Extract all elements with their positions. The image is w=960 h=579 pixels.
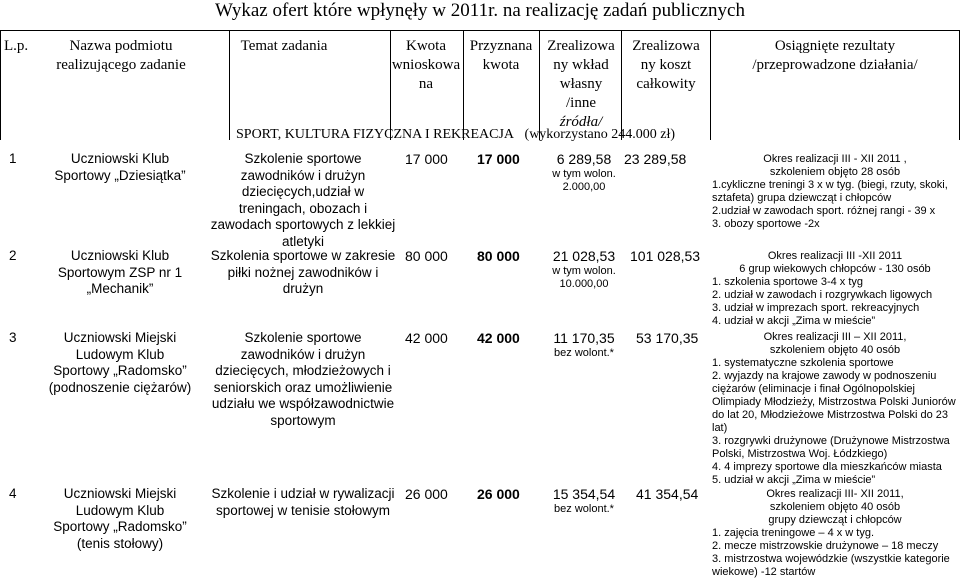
row-3-total: 53 170,35 [636, 330, 699, 346]
section-budget: (wykorzystano 244.000 zł) [524, 127, 675, 142]
row-4-results-line: 3. mistrzostwa wojewódzkie (wszystkie kategorie [712, 553, 950, 565]
row-3-task-line: zawodników i drużyn [240, 346, 366, 362]
row-1-task-line: atletyki [281, 233, 325, 249]
row-4-results-line: 1. zajęcia treningowe – 4 x w tyg. [712, 527, 875, 539]
row-2-entity-line: Uczniowski Klub [70, 248, 170, 263]
row-4-entity-line: Sportowy „Radomsko” [53, 519, 187, 534]
row-4-lp: 4 [9, 486, 17, 501]
row-3-entity-line: (podnoszenie ciężarów) [48, 379, 192, 395]
header-results-line: Osiągnięte rezultaty [774, 38, 896, 54]
row-3-results-line: ciężarów (eliminacje i finał Ogólnopolskiej [712, 383, 915, 395]
row-1-task-line: treningach, obozach i [238, 200, 368, 216]
header-entity [36, 37, 206, 75]
row-2-task-line: drużyn [282, 281, 324, 296]
row-1-entity-line: Sportowy „Dziesiątka” [54, 167, 186, 183]
row-4-results-line: grupy dziewcząt i chłopców [768, 514, 902, 526]
row-1-results-line: Okres realizacji III - XII 2011 , [763, 153, 907, 165]
row-3-entity-line: Uczniowski Miejski [63, 330, 177, 345]
row-1-results-line: 3. obozy sportowe -2x [712, 218, 820, 230]
row-4-task [208, 486, 398, 519]
header-requested [388, 37, 464, 94]
row-4-requested: 26 000 [405, 486, 448, 502]
row-4-entity-line: Uczniowski Miejski [63, 486, 177, 501]
row-1-entity [30, 151, 210, 184]
page-title: Wykaz ofert które wpłynęły w 2011r. na realizację zadań publicznych [215, 0, 745, 21]
row-3-results-line: lat) [712, 422, 728, 434]
row-1-entity-line: Uczniowski Klub [70, 151, 170, 166]
row-1-task-line: Szkolenie sportowe [244, 151, 362, 166]
row-3-own [539, 330, 629, 360]
row-1-own-amount: 6 289,58 [556, 151, 612, 167]
row-2-results-line: 6 grup wiekowych chłopców - 130 osób [739, 263, 931, 275]
row-4-own-note: bez wolont.* [554, 503, 614, 515]
row-3-results-line: 5. udział w akcji „Zima w mieście” [712, 474, 876, 486]
header-top-rule [0, 30, 960, 31]
header-results [712, 37, 958, 75]
row-4-results-line: wiekowe) -12 startów [712, 566, 816, 578]
row-2-results-line: Okres realizacji III -XII 2011 [767, 250, 903, 262]
row-1-granted: 17 000 [477, 151, 520, 167]
section-heading [236, 126, 675, 143]
section-name: SPORT, KULTURA FIZYCZNA I REKREACJA [236, 127, 515, 142]
row-3-results-line: 1. systematyczne szkolenia sportowe [712, 357, 894, 369]
row-3-task-line: sportowym [270, 412, 336, 428]
row-1-results-line: 1.cykliczne treningi 3 x w tyg. (biegi, rzuty, skoki, [712, 179, 948, 191]
row-3-results-line: Olimpiady Młodzieży, Mistrzostwa Polski Juniorów [712, 396, 956, 408]
row-2-task-line: Szkolenia sportowe w zakresie [210, 248, 396, 263]
row-1-results-line: 2.udział w zawodach sport. różnej rangi - 39 x [712, 205, 936, 217]
row-3-entity-line: Ludowym Klub [75, 346, 165, 362]
row-4-results-line: 2. mecze mistrzowskie drużynowe – 18 meczy [712, 540, 939, 552]
row-2-results [712, 250, 958, 328]
row-1-total: 23 289,58 [624, 151, 687, 167]
header-total-cost [622, 37, 710, 94]
row-1-task [208, 151, 398, 250]
row-4-task-line: Szkolenie i udział w rywalizacji [211, 486, 395, 501]
row-1-own-volunteer: 2.000,00 [562, 181, 606, 193]
header-entity-line: realizującego zadanie [56, 57, 186, 73]
row-1-own [539, 151, 629, 194]
header-entity-line: Nazwa podmiotu [69, 38, 173, 54]
row-3-entity-line: Sportowy „Radomsko” [53, 363, 187, 378]
row-1-requested: 17 000 [405, 151, 448, 167]
row-1-results-line: sztafeta) grupa dziewcząt i chłopców [712, 192, 892, 204]
row-4-entity-line: Ludowym Klub [75, 502, 165, 518]
row-2-entity-line: Sportowym ZSP nr 1 [57, 264, 183, 280]
header-task: Temat zadania [240, 38, 328, 54]
row-2-own [539, 248, 629, 291]
row-3-results-line: Polski, Mistrzostwa Woj. Łódzkiego) [712, 448, 888, 460]
header-requested-line: wnioskowa [391, 57, 461, 73]
row-3-results-line: 3. rozgrywki drużynowe (Drużynowe Mistrzostwa [712, 435, 950, 447]
header-total-line: Zrealizowa [632, 38, 700, 54]
header-lp: L.p. [4, 38, 29, 54]
row-4-own [539, 486, 629, 516]
row-3-results-line: Okres realizacji III – XII 2011, [763, 331, 907, 343]
row-2-own-volunteer: 10.000,00 [559, 278, 609, 290]
header-requested-line: Kwota [406, 38, 446, 54]
row-2-results-line: 3. udział w imprezach sport. rekreacyjnych [712, 302, 920, 314]
row-1-task-line: zawodników i drużyn [240, 167, 366, 183]
row-3-lp: 3 [9, 330, 17, 345]
row-2-total: 101 028,53 [630, 248, 701, 264]
header-border-left [0, 30, 1, 140]
header-total-line: ny koszt [640, 57, 692, 73]
row-2-entity [30, 248, 210, 298]
row-2-task-line: piłki nożnej zawodników i [227, 264, 379, 280]
header-results-line: /przeprowadzone działania/ [752, 57, 918, 73]
header-divider-total [710, 30, 711, 140]
header-granted-line: kwota [482, 57, 520, 73]
row-1-task-line: zawodach sportowych z lekkiej [210, 217, 396, 232]
header-divider-granted [539, 30, 540, 140]
row-1-results-line: szkoleniem objęto 28 osób [769, 166, 901, 178]
row-3-task-line: dziecięcych, młodzieżowych i [215, 363, 391, 378]
row-4-entity [30, 486, 210, 552]
row-4-total: 41 354,54 [636, 486, 699, 502]
row-1-lp: 1 [9, 151, 17, 166]
row-2-task [208, 248, 398, 298]
row-3-results [712, 331, 958, 487]
header-own-line: ny wkład [553, 57, 609, 73]
row-3-own-amount: 11 170,35 [553, 330, 615, 346]
header-granted-line: Przyznana [469, 38, 533, 54]
row-1-task-line: dziecięcych,udział w [241, 184, 365, 199]
row-3-task-line: seniorskich oraz umożliwienie [213, 379, 393, 395]
row-4-entity-line: (tenis stołowy) [76, 535, 164, 551]
row-3-results-line: 2. wyjazdy na krajowe zawody w podnoszeniu [712, 370, 937, 382]
row-3-task [208, 330, 398, 429]
header-own-line: źródła/ [559, 114, 603, 130]
row-2-requested: 80 000 [405, 248, 448, 264]
header-granted [464, 37, 538, 75]
row-2-results-line: 4. udział w akcji „Zima w mieście” [712, 315, 876, 327]
row-3-requested: 42 000 [405, 330, 448, 346]
row-3-results-line: do lat 20, Młodzieżowe Mistrzostwa Polski do 23 [712, 409, 948, 421]
header-own-line: własny [559, 76, 603, 92]
row-4-own-amount: 15 354,54 [552, 486, 616, 502]
row-2-results-line: 1. szkolenia sportowe 3-4 x tyg [712, 276, 864, 288]
header-total-line: całkowity [636, 76, 696, 92]
header-own-line: Zrealizowa [547, 38, 615, 54]
header-own-line: /inne [566, 95, 596, 111]
row-3-own-note: bez wolont.* [554, 347, 614, 359]
row-4-task-line: sportowej w tenisie stołowym [215, 502, 391, 518]
row-2-granted: 80 000 [477, 248, 520, 264]
row-4-granted: 26 000 [477, 486, 520, 502]
row-2-entity-line: „Mechanik” [86, 281, 154, 296]
row-2-own-note: w tym wolon. [552, 265, 616, 277]
row-4-results-line: szkoleniem objęto 40 osób [769, 501, 901, 513]
row-3-task-line: Szkolenie sportowe [244, 330, 362, 345]
row-2-own-amount: 21 028,53 [552, 248, 616, 264]
row-2-lp: 2 [9, 248, 17, 263]
row-3-results-line: szkoleniem objęto 40 osób [769, 344, 901, 356]
row-3-entity [30, 330, 210, 396]
header-requested-line: na [418, 76, 434, 92]
row-1-results [712, 153, 958, 231]
row-1-own-note: w tym wolon. [552, 168, 616, 180]
row-4-results-line: Okres realizacji III- XII 2011, [766, 488, 904, 500]
row-3-granted: 42 000 [477, 330, 520, 346]
row-3-task-line: udziału we współzawodnictwie [211, 396, 395, 411]
row-2-results-line: 2. udział w zawodach i rozgrywkach ligowych [712, 289, 933, 301]
row-4-results [712, 488, 958, 579]
header-own-contribution [541, 37, 621, 132]
row-3-results-line: 4. 4 imprezy sportowe dla mieszkańców miasta [712, 461, 942, 473]
